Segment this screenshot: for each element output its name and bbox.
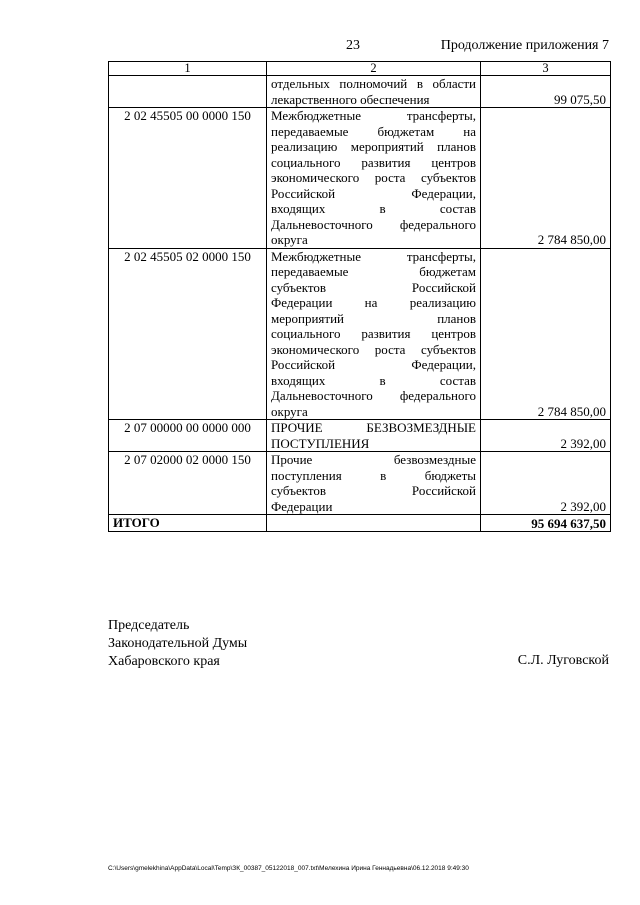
- description-line: субъектов Российской: [271, 483, 476, 498]
- signatory-name: С.Л. Луговской: [517, 653, 609, 668]
- income-description: [267, 76, 481, 108]
- total-amount: 95 694 637,50: [481, 515, 611, 532]
- column-header-3: 3: [481, 62, 611, 76]
- description-line: реализацию мероприятий планов: [271, 139, 476, 154]
- description-line: Дальневосточного федерального: [271, 388, 476, 403]
- total-label: ИТОГО: [109, 515, 267, 532]
- table-row: [109, 76, 611, 108]
- description-line: входящих в состав: [271, 201, 476, 216]
- amount: 2 784 850,00: [481, 108, 611, 249]
- signature-title-1: Председатель: [108, 618, 190, 633]
- description-line: субъектов Российской: [271, 279, 476, 295]
- column-number-row: [109, 62, 611, 76]
- signature-title-3: Хабаровского края: [108, 654, 220, 669]
- budget-table: [108, 61, 611, 532]
- description-line: социального развития центров: [271, 154, 476, 170]
- column-header-2: 2: [267, 62, 481, 76]
- budget-code: 2 02 45505 00 0000 150: [109, 108, 267, 249]
- description-line: мероприятий планов: [271, 310, 476, 326]
- table-row: [109, 108, 611, 249]
- file-path-footer: C:\Users\gmelekhina\AppData\Local\Temp\ЗК_00387_05122018_007.txt\Мелехина Ирина Геннадьевна\06.12.2018 9:49:30: [108, 865, 469, 872]
- total-row: [109, 515, 611, 532]
- description-line: Российской Федерации,: [271, 357, 476, 372]
- description-line: Дальневосточного федерального: [271, 216, 476, 232]
- description-line: Межбюджетные трансферты,: [271, 248, 476, 264]
- description-line: ПОСТУПЛЕНИЯ: [271, 435, 370, 451]
- amount: 2 392,00: [481, 452, 611, 515]
- income-description: [267, 108, 481, 249]
- budget-code: [109, 76, 267, 108]
- signature-title-2: Законодательной Думы: [108, 636, 248, 651]
- description-line: Федерации: [271, 498, 333, 514]
- amount: 2 392,00: [481, 420, 611, 452]
- table-row: [109, 420, 611, 452]
- description-line: передаваемые бюджетам на: [271, 123, 476, 139]
- income-description: [267, 452, 481, 515]
- description-line: лекарственного обеспечения: [271, 91, 430, 107]
- amount: 99 075,50: [481, 76, 611, 108]
- column-header-1: 1: [109, 62, 267, 76]
- amount: 2 784 850,00: [481, 248, 611, 420]
- description-line: округа: [271, 232, 308, 247]
- description-line: экономического роста субъектов: [271, 170, 476, 185]
- table-row: [109, 248, 611, 420]
- budget-code: 2 07 02000 02 0000 150: [109, 452, 267, 515]
- description-line: отдельных полномочий в области: [271, 76, 476, 91]
- budget-code: 2 02 45505 02 0000 150: [109, 248, 267, 420]
- page-number: 23: [346, 38, 360, 53]
- description-line: округа: [271, 403, 308, 419]
- description-line: поступления в бюджеты: [271, 467, 476, 483]
- description-line: Межбюджетные трансферты,: [271, 108, 476, 123]
- description-line: Федерации на реализацию: [271, 295, 476, 310]
- income-description: [267, 420, 481, 452]
- description-line: ПРОЧИЕ БЕЗВОЗМЕЗДНЫЕ: [271, 420, 476, 435]
- signature-block: [108, 617, 247, 671]
- description-line: социального развития центров: [271, 326, 476, 341]
- description-line: Прочие безвозмездные: [271, 452, 476, 467]
- description-line: Российской Федерации,: [271, 185, 476, 201]
- budget-code: 2 07 00000 00 0000 000: [109, 420, 267, 452]
- income-description: [267, 248, 481, 420]
- description-line: передаваемые бюджетам: [271, 264, 476, 279]
- continuation-label: Продолжение приложения 7: [440, 38, 609, 53]
- table-row: [109, 452, 611, 515]
- description-line: входящих в состав: [271, 372, 476, 388]
- total-empty-cell: [267, 515, 481, 532]
- description-line: экономического роста субъектов: [271, 341, 476, 357]
